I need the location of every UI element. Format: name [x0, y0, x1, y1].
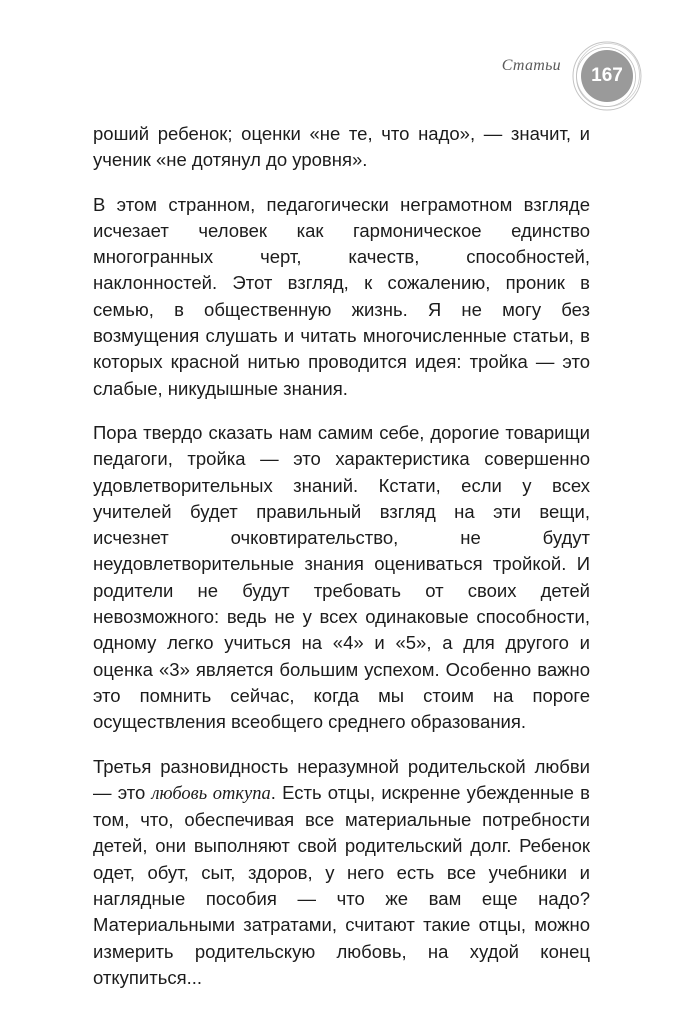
paragraph-1: роший ребенок; оценки «не те, что надо», — значит, и ученик «не дотянул до уровня».: [93, 123, 590, 171]
article-body: [93, 121, 590, 1009]
paragraph-3: Пора твердо сказать нам самим себе, дорогие товарищи педагоги, тройка — это характеристика совершенно удовлетворительных знаний. Кстати, если у всех учителей будет правильный взгляд на эти вещи, исчезнет очковтирательство, не будут неудовлетворительные знания оцениваться тройкой. И родители не будут требовать от своих детей невозможного: ведь не у всех одинаковые способности, одному легко учиться на «4» и «5», а для другого и оценка «3» является большим успехом. Особенно важно это помнить сейчас, когда мы стоим на пороге осуществления всеобщего среднего образования.: [93, 421, 590, 733]
page-number-badge: [571, 40, 643, 112]
page-number: 167: [591, 65, 623, 86]
running-title: Статьи: [501, 57, 561, 74]
paragraph-4-start: Третья разновидность неразумной родительской любви — это: [93, 755, 590, 803]
paragraph-2: В этом странном, педагогически неграмотном взгляде исчезает человек как гармоническое единство многогранных черт, качеств, способностей, наклонностей. Этот взгляд, к сожалению, проник в семью, в общественную жизнь. Я не могу без возмущения слушать и читать многочисленные статьи, в которых красной нитью проводится идея: тройка — это слабые, никудышные знания.: [93, 193, 590, 399]
paragraph-4: [93, 754, 590, 992]
paragraph-4-end: . Есть отцы, искренне убежденные в том, что, обеспечивая все материальные потребности детей, они выполняют свой родительский долг. Ребенок одет, обут, сыт, здоров, у него есть все учебники и наглядные пособия — что же вам еще надо? Материальными затратами, считают такие отцы, можно измерить родительскую любовь, на худой конец откупиться...: [93, 781, 590, 988]
emphasized-term: любовь откупа: [151, 783, 271, 804]
